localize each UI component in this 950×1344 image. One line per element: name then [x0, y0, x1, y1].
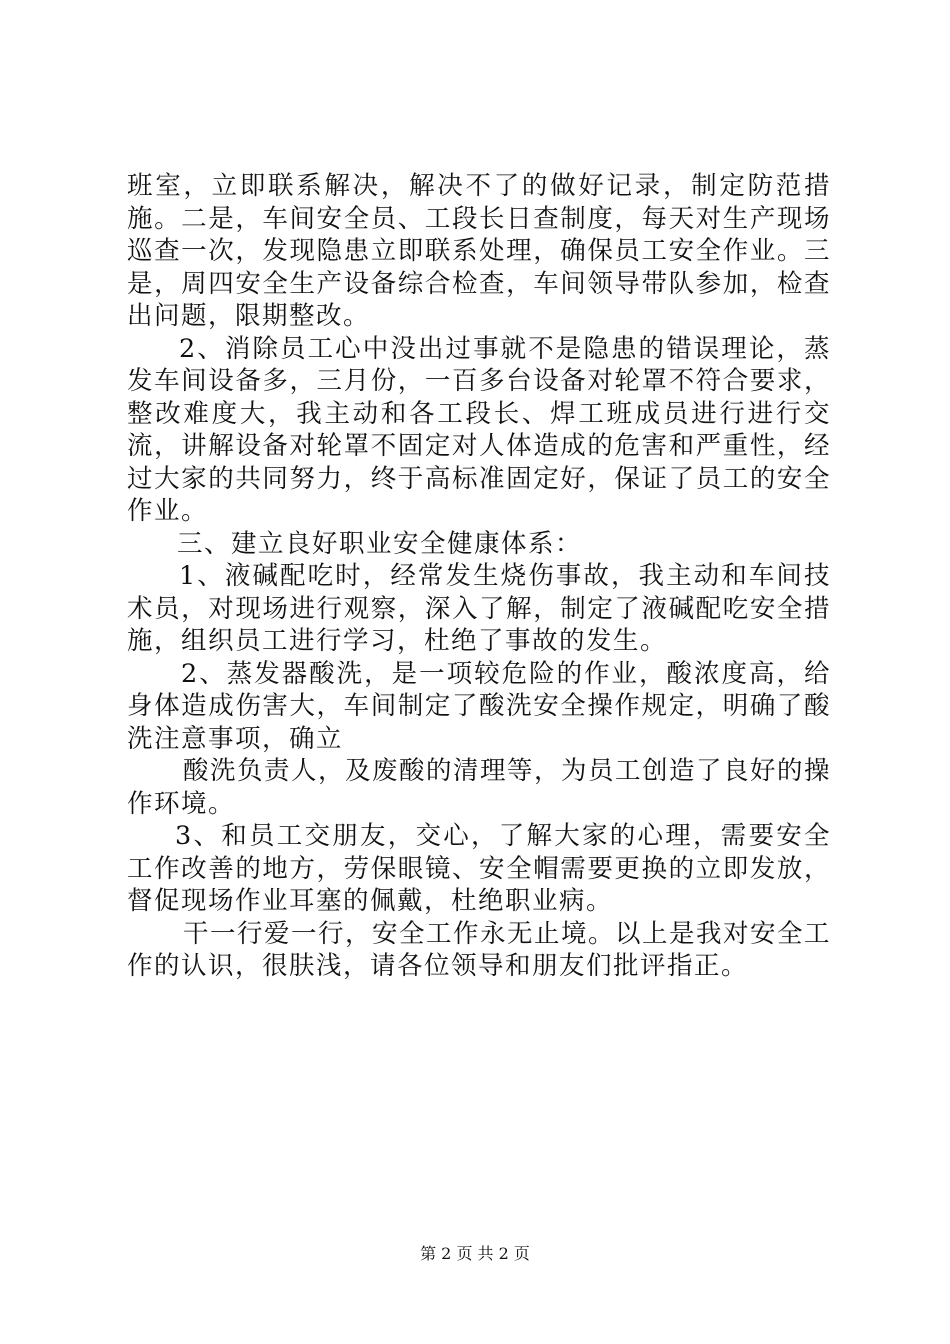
paragraph-item-2-acid-wash: 2、蒸发器酸洗，是一项较危险的作业，酸浓度高，给身体造成伤害大，车间制定了酸洗安全操作规定，明确了酸洗注意事项，确立 [127, 658, 831, 754]
paragraph-item-2-guard-removal: 2、消除员工心中没出过事就不是隐患的错误理论，蒸发车间设备多，三月份，一百多台设备对轮罩不符合要求，整改难度大，我主动和各工段长、焊工班成员进行进行交流，讲解设备对轮罩不固定对人体造成的危害和严重性，经过大家的共同努力，终于高标准固定好，保证了员工的安全作业。 [127, 333, 831, 526]
paragraph-item-1-caustic: 1、液碱配吃时，经常发生烧伤事故，我主动和车间技术员，对现场进行观察，深入了解，制定了液碱配吃安全措施，组织员工进行学习，杜绝了事故的发生。 [127, 561, 831, 656]
paragraph-closing: 干一行爱一行，安全工作永无止境。以上是我对安全工作的认识，很肤浅，请各位领导和朋友们批评指正。 [127, 918, 832, 981]
paragraph-acid-wash-continued: 酸洗负责人，及废酸的清理等，为员工创造了良好的操作环境。 [127, 756, 832, 819]
page-number-footer: 第 2 页 共 2 页 [420, 1244, 530, 1263]
section-heading-three: 三、建立良好职业安全健康体系： [177, 528, 583, 559]
paragraph-item-3-friends: 3、和员工交朋友，交心，了解大家的心理，需要安全工作改善的地方，劳保眼镜、安全帽需要更换的立即发放，督促现场作业耳塞的佩戴，杜绝职业病。 [127, 821, 831, 916]
paragraph-continuation: 班室，立即联系解决，解决不了的做好记录，制定防范措施。二是，车间安全员、工段长日查制度，每天对生产现场巡查一次，发现隐患立即联系处理，确保员工安全作业。三是，周四安全生产设备综合检查，车间领导带队参加，检查出问题，限期整改。 [127, 171, 831, 331]
document-body [127, 170, 831, 983]
